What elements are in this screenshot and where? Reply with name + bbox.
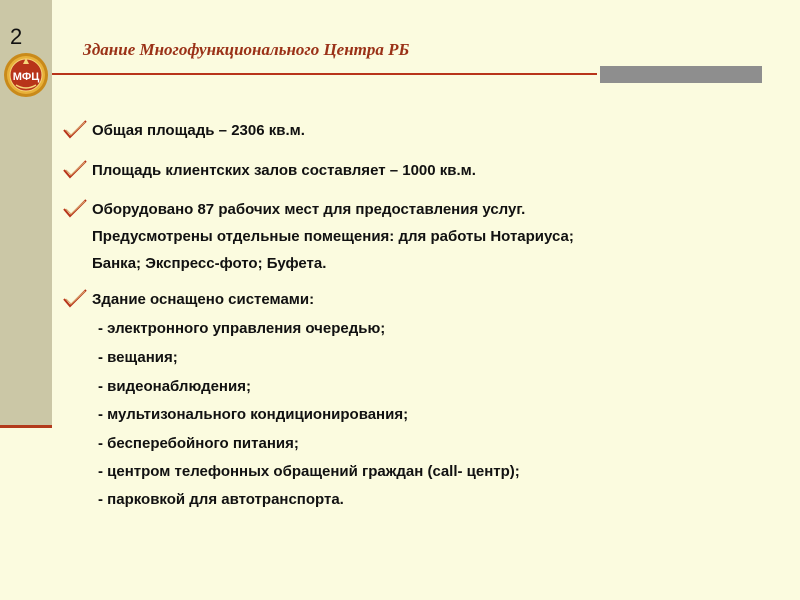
checkmark-icon bbox=[62, 197, 88, 219]
bullet-text-line: Предусмотрены отдельные помещения: для работы Нотариуса; bbox=[92, 228, 574, 245]
checkmark-icon bbox=[62, 287, 88, 309]
bullet-text: Здание оснащено системами: bbox=[92, 291, 315, 308]
bullet-halls-area bbox=[92, 157, 752, 184]
system-item: - центром телефонных обращений граждан (call- центр); bbox=[98, 463, 520, 480]
checkmark-icon bbox=[62, 158, 88, 180]
page-title: Здание Многофункционального Центра РБ bbox=[83, 40, 410, 59]
bullet-text-line: Банка; Экспресс-фото; Буфета. bbox=[92, 255, 327, 272]
system-item: - электронного управления очередью; bbox=[98, 320, 386, 337]
bullet-systems bbox=[92, 286, 752, 313]
sidebar-divider bbox=[0, 425, 52, 428]
bullet-text: Площадь клиентских залов составляет – 1000 кв.м. bbox=[92, 162, 476, 179]
mfc-logo bbox=[3, 52, 49, 98]
checkmark-icon bbox=[62, 118, 88, 140]
bullet-workplaces bbox=[92, 196, 752, 277]
system-item: - бесперебойного питания; bbox=[98, 435, 299, 452]
bullet-text-line: Оборудовано 87 рабочих мест для предоставления услуг. bbox=[92, 201, 526, 218]
bullet-text: Общая площадь – 2306 кв.м. bbox=[92, 122, 305, 139]
system-item: - мультизонального кондиционирования; bbox=[98, 406, 409, 423]
logo-text: МФЦ bbox=[12, 71, 40, 83]
slide-content bbox=[52, 0, 792, 600]
system-item: - парковкой для автотранспорта. bbox=[98, 491, 344, 508]
system-item: - вещания; bbox=[98, 349, 178, 366]
system-item: - видеонаблюдения; bbox=[98, 378, 251, 395]
bullet-total-area bbox=[92, 117, 752, 144]
slide-number: 2 bbox=[10, 24, 23, 49]
